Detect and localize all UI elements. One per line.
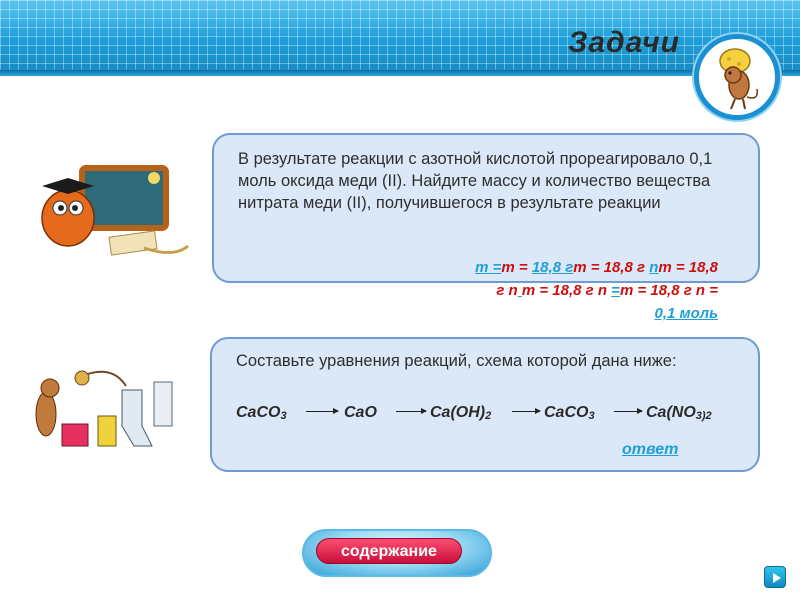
page-title: Задачи (568, 26, 680, 59)
contents-button[interactable]: содержание (316, 538, 462, 564)
owl-teacher-chalkboard-illustration (24, 150, 192, 266)
task2-text: Составьте уравнения реакций, схема которой дана ниже: (236, 352, 677, 370)
reaction-arrow-icon (614, 411, 642, 412)
reaction-arrow-icon (512, 411, 540, 412)
chain-compound-2: CaO (344, 404, 377, 421)
mouse-chemist-illustration (22, 366, 182, 456)
answer-link[interactable]: ответ (622, 441, 679, 458)
task1-answer-line1: m =m = 18,8 гm = 18,8 г nm = 18,8 (475, 259, 718, 276)
task1-answer-line3 (372, 302, 718, 325)
header-stripe (0, 70, 800, 76)
chain-compound-5: $Ca(NO_{3)2}$ (646, 404, 712, 422)
chain-compound-1: CaCO$_3$ (236, 404, 287, 422)
reaction-arrow-icon (396, 411, 426, 412)
answer-link-moles[interactable]: 0,1 моль (654, 305, 718, 322)
mouse-mascot-logo (694, 34, 780, 120)
next-slide-icon[interactable] (764, 566, 786, 588)
task1-text: В результате реакции с азотной кислотой прореагировало 0,1 моль оксида меди (II). Найдите массу и количество вещества нитрата меди (II), получившегося в результате реакции (238, 150, 713, 212)
answer-link-mass[interactable]: 18,8 г (531, 259, 574, 276)
answer-link-n[interactable]: n (649, 259, 659, 276)
answer-link-equals[interactable]: = (611, 282, 620, 299)
answer-link-m[interactable]: m = (475, 259, 502, 276)
task1-answer-line2: г n m = 18,8 г n =m = 18,8 г n = (496, 282, 718, 299)
reaction-arrow-icon (306, 411, 338, 412)
task1-answer (372, 256, 718, 325)
chain-compound-3: $Ca(OH)_2$ (430, 404, 492, 422)
header-banner (0, 0, 800, 70)
chain-compound-4: CaCO$_3$ (544, 404, 595, 422)
